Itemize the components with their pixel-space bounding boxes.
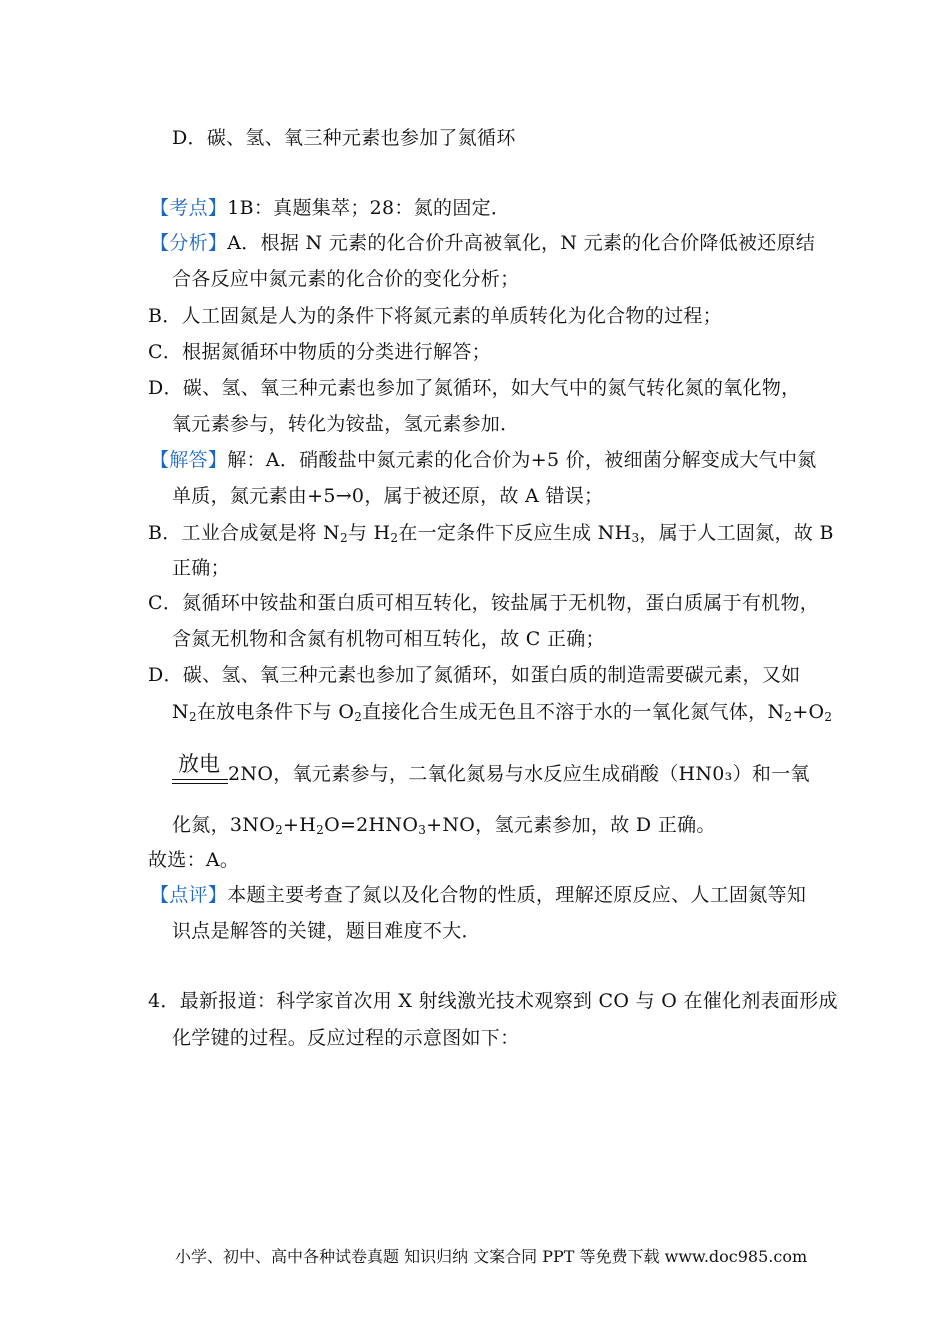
jieda-b (148, 519, 834, 547)
reaction-condition-label: 放电 (178, 752, 220, 776)
jieda-c (148, 589, 819, 617)
subscript: 2 (188, 710, 197, 724)
text-span: 直接化合生成无色且不溶于水的一氧化氮气体，N (362, 701, 785, 723)
option-d-text (172, 124, 516, 152)
dianping-line (150, 881, 806, 909)
text-span: 化学键的过程。反应过程的示意图如下： (172, 1027, 520, 1049)
dianping-tag: 【点评】 (150, 884, 228, 906)
jieda-d-3 (228, 760, 810, 788)
text-span: 与 H (347, 522, 391, 544)
text-span: 故选：A。 (148, 849, 240, 871)
text-span: D．碳、氢、氧三种元素也参加了氮循环，如蛋白质的制造需要碳元素，又如 (148, 664, 801, 686)
page-footer: 小学、初中、高中各种试卷真题 知识归纳 文案合同 PPT 等免费下载 www.doc985.com (175, 1247, 808, 1266)
jieda-d (148, 661, 800, 689)
jieda-text: 解：A．硝酸盐中氮元素的化合价为+5 价，被细菌分解变成大气中氮 (227, 449, 817, 471)
text-span: 合各反应中氮元素的化合价的变化分析； (172, 268, 520, 290)
jieda-c-2 (172, 625, 605, 653)
fenxi-c (148, 338, 491, 366)
fenxi-tag: 【分析】 (150, 232, 228, 254)
text-span: C．根据氮循环中物质的分类进行解答； (148, 341, 491, 363)
text-span: N (172, 701, 189, 723)
answer-line (148, 846, 239, 874)
subscript: 2 (824, 710, 833, 724)
kaodian-text: 1B：真题集萃；28：氮的固定． (227, 197, 511, 219)
text-span: 单质，氮元素由+5→0，属于被还原，故 A 错误； (172, 485, 604, 507)
subscript: 3 (631, 531, 640, 545)
fenxi-line (150, 229, 815, 257)
dianping-text: 本题主要考查了氮以及化合物的性质，理解还原反应、人工固氮等知 (227, 884, 807, 906)
dianping-line-2 (172, 917, 481, 945)
jieda-tag: 【解答】 (150, 449, 228, 471)
fenxi-line-2 (172, 265, 519, 293)
text-span: ，属于人工固氮，故 B (639, 522, 834, 544)
fenxi-d-2 (172, 410, 519, 438)
reaction-condition (172, 752, 230, 792)
subscript: 2 (354, 710, 363, 724)
subscript: 2 (390, 531, 399, 545)
question-4-2 (172, 1024, 519, 1052)
text-span: +H (283, 814, 317, 836)
question-4 (148, 987, 838, 1015)
fenxi-b (148, 302, 722, 330)
text-span: D．碳、氢、氧三种元素也参加了氮循环，如大气中的氮气转化氮的氧化物， (148, 377, 801, 399)
text-span: O=2HNO (324, 814, 419, 836)
subscript: 2 (784, 710, 793, 724)
fenxi-d (148, 374, 800, 402)
text-span: 4．最新报道：科学家首次用 X 射线激光技术观察到 CO 与 O 在催化剂表面形成 (148, 990, 838, 1012)
text-span: 含氮无机物和含氮有机物可相互转化，故 C 正确； (172, 628, 605, 650)
jieda-b-2 (172, 554, 230, 582)
kaodian-line (150, 194, 510, 222)
subscript: 3 (418, 823, 427, 837)
equals-line-bottom (172, 783, 228, 784)
equals-line-top (172, 779, 228, 780)
text-span: 2NO，氧元素参与，二氧化氮易与水反应生成硝酸（HN0₃）和一氧 (228, 763, 810, 785)
text-span: 正确； (172, 557, 230, 579)
jieda-a-2 (172, 482, 603, 510)
subscript: 2 (275, 823, 284, 837)
text-span: C．氮循环中铵盐和蛋白质可相互转化，铵盐属于无机物，蛋白质属于有机物， (148, 592, 820, 614)
text-span: 化氮，3NO (172, 814, 276, 836)
jieda-d-2 (172, 698, 832, 726)
text-span: +NO，氢元素参加，故 D 正确。 (426, 814, 716, 836)
text-span: 氧元素参与，转化为铵盐，氢元素参加． (172, 413, 520, 435)
fenxi-text: A．根据 N 元素的化合价升高被氧化，N 元素的化合价降低被还原结 (227, 232, 816, 254)
text-span: D．碳、氢、氧三种元素也参加了氮循环 (172, 127, 516, 149)
text-span: +O (792, 701, 825, 723)
subscript: 2 (316, 823, 325, 837)
subscript: 2 (339, 531, 348, 545)
text-span: 在一定条件下反应生成 NH (398, 522, 632, 544)
text-span: 在放电条件下与 O (196, 701, 355, 723)
text-span: B．人工固氮是人为的条件下将氮元素的单质转化为化合物的过程； (148, 305, 722, 327)
text-span: 识点是解答的关键，题目难度不大． (172, 920, 481, 942)
kaodian-tag: 【考点】 (150, 197, 228, 219)
jieda-d-4 (172, 811, 716, 839)
text-span: B．工业合成氨是将 N (148, 522, 340, 544)
jieda-line (150, 446, 817, 474)
